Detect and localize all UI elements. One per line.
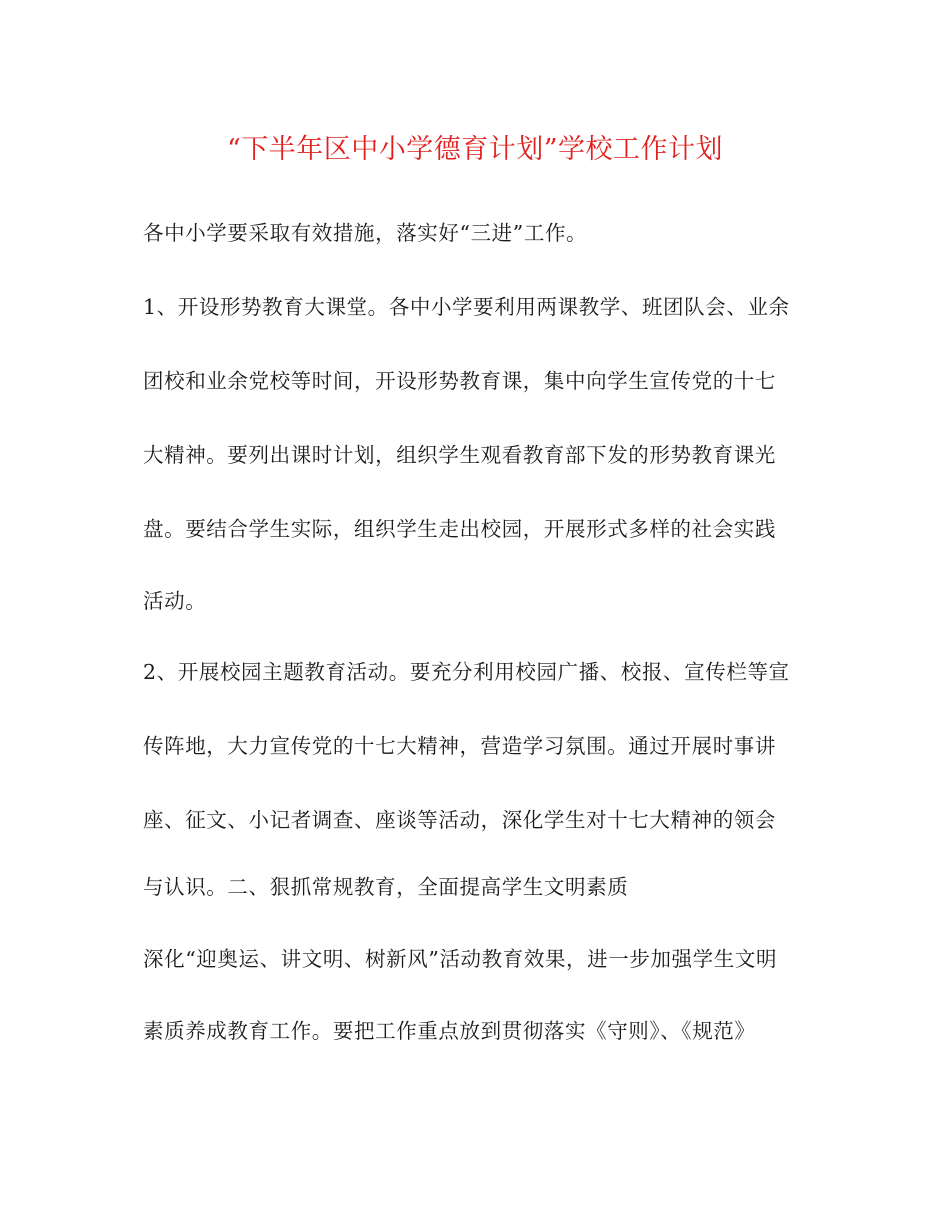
body-line: 1、开设形势教育大课堂。各中小学要利用两课教学、班团队会、业余 [143,295,790,319]
body-line: 盘。要结合学生实际，组织学生走出校园，开展形式多样的社会实践 [143,517,776,541]
body-line: 深化“迎奥运、讲文明、树新风”活动教育效果，进一步加强学生文明 [143,947,778,971]
body-line: 素质养成教育工作。要把工作重点放到贯彻落实《守则》、《规范》 [143,1019,756,1043]
body-line: 2、开展校园主题教育活动。要充分利用校园广播、校报、宣传栏等宣 [143,660,790,684]
body-line: 团校和业余党校等时间，开设形势教育课，集中向学生宣传党的十七 [143,369,776,393]
body-line: 活动。 [143,589,207,613]
document-title: “下半年区中小学德育计划”学校工作计划 [226,134,724,165]
body-line: 座、征文、小记者调查、座谈等活动，深化学生对十七大精神的领会 [143,808,776,832]
body-line: 传阵地，大力宣传党的十七大精神，营造学习氛围。通过开展时事讲 [143,734,776,758]
body-line: 与认识。二、狠抓常规教育，全面提高学生文明素质 [143,875,629,899]
body-line: 各中小学要采取有效措施，落实好“三进”工作。 [143,221,588,245]
body-line: 大精神。要列出课时计划，组织学生观看教育部下发的形势教育课光 [143,443,776,467]
